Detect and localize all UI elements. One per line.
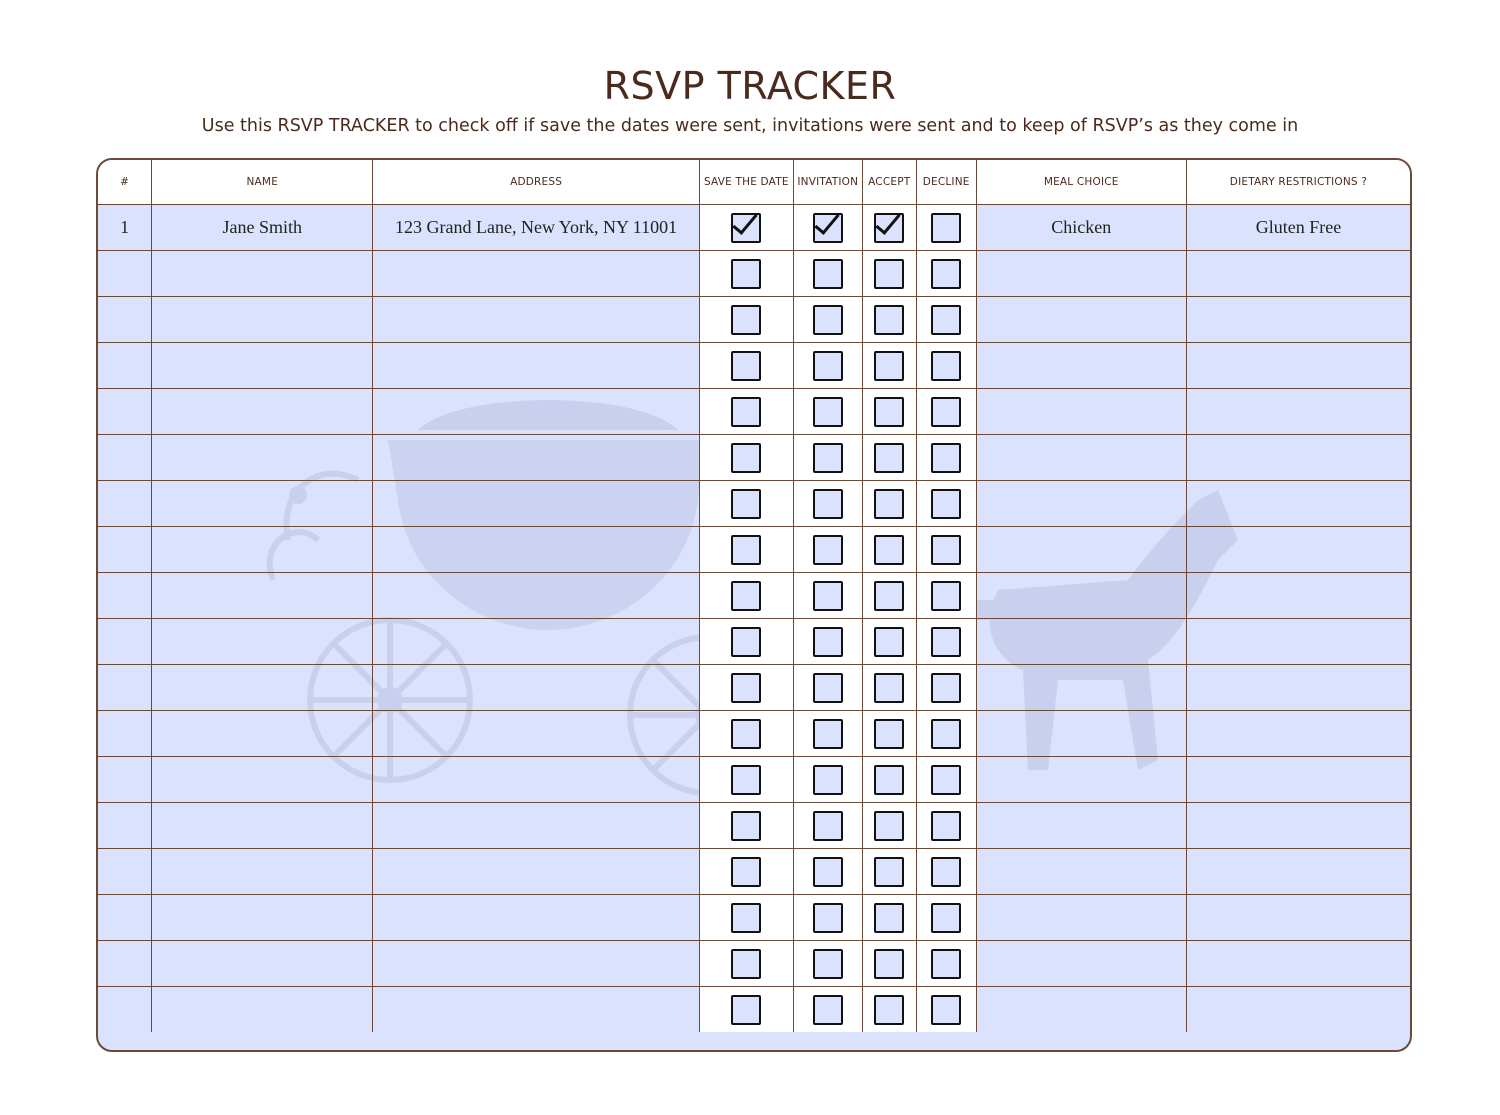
table-row: [98, 251, 1410, 297]
guest-address-cell[interactable]: [373, 573, 700, 619]
accept-cell: [862, 527, 916, 573]
guest-address-cell[interactable]: [373, 297, 700, 343]
guest-address-cell[interactable]: [373, 803, 700, 849]
invitation-checkbox[interactable]: [813, 581, 843, 611]
dietary-restrictions-cell[interactable]: [1186, 481, 1410, 527]
decline-cell: [916, 297, 976, 343]
invitation-cell: [793, 251, 862, 297]
invitation-cell: [793, 803, 862, 849]
meal-choice-cell[interactable]: [976, 297, 1186, 343]
save-the-date-checkbox[interactable]: [731, 995, 761, 1025]
guest-address-cell[interactable]: [373, 849, 700, 895]
save-the-date-cell: [699, 481, 793, 527]
save-the-date-cell: [699, 849, 793, 895]
col-header-accept: ACCEPT: [862, 160, 916, 205]
dietary-restrictions-cell[interactable]: [1186, 251, 1410, 297]
save-the-date-checkbox[interactable]: [731, 259, 761, 289]
invitation-cell: [793, 895, 862, 941]
table-row: [98, 481, 1410, 527]
guest-address-cell[interactable]: [373, 665, 700, 711]
decline-cell: [916, 665, 976, 711]
accept-checkbox[interactable]: [874, 489, 904, 519]
decline-checkbox[interactable]: [931, 351, 961, 381]
invitation-cell: [793, 665, 862, 711]
guest-name-cell[interactable]: [152, 895, 373, 941]
decline-cell: [916, 619, 976, 665]
guest-number-cell[interactable]: [98, 481, 152, 527]
page-subtitle: Use this RSVP TRACKER to check off if save the dates were sent, invitations were sent and to keep of RSVP’s as they come in: [201, 116, 1299, 136]
accept-checkbox[interactable]: [874, 305, 904, 335]
guest-number-cell[interactable]: [98, 711, 152, 757]
invitation-cell: [793, 435, 862, 481]
save-the-date-cell: [699, 389, 793, 435]
save-the-date-checkbox[interactable]: [731, 673, 761, 703]
guest-name-cell[interactable]: [152, 849, 373, 895]
guest-address-cell[interactable]: [373, 619, 700, 665]
meal-choice-cell[interactable]: [976, 527, 1186, 573]
table-row: [98, 205, 1410, 251]
decline-checkbox[interactable]: [931, 397, 961, 427]
decline-cell: [916, 481, 976, 527]
guest-address-cell[interactable]: [373, 481, 700, 527]
decline-checkbox[interactable]: [931, 213, 961, 243]
guest-address-cell[interactable]: [373, 389, 700, 435]
accept-cell: [862, 481, 916, 527]
invitation-cell: [793, 573, 862, 619]
invitation-cell: [793, 711, 862, 757]
guest-number-cell[interactable]: [98, 251, 152, 297]
save-the-date-checkbox[interactable]: [731, 443, 761, 473]
save-the-date-checkbox[interactable]: [731, 903, 761, 933]
accept-cell: [862, 757, 916, 803]
table-row: [98, 573, 1410, 619]
dietary-restrictions-cell[interactable]: Gluten Free: [1186, 205, 1410, 251]
save-the-date-checkbox[interactable]: [731, 811, 761, 841]
invitation-checkbox[interactable]: [813, 995, 843, 1025]
invitation-checkbox[interactable]: [813, 489, 843, 519]
accept-checkbox[interactable]: [874, 259, 904, 289]
invitation-checkbox[interactable]: [813, 443, 843, 473]
table-row: [98, 527, 1410, 573]
decline-checkbox[interactable]: [931, 489, 961, 519]
decline-checkbox[interactable]: [931, 535, 961, 565]
decline-checkbox[interactable]: [931, 995, 961, 1025]
save-the-date-checkbox[interactable]: [731, 213, 761, 243]
invitation-checkbox[interactable]: [813, 719, 843, 749]
save-the-date-checkbox[interactable]: [731, 857, 761, 887]
decline-cell: [916, 527, 976, 573]
accept-cell: [862, 619, 916, 665]
decline-cell: [916, 757, 976, 803]
dietary-restrictions-cell[interactable]: [1186, 757, 1410, 803]
col-header-number: #: [98, 160, 152, 205]
save-the-date-checkbox[interactable]: [731, 581, 761, 611]
save-the-date-cell: [699, 711, 793, 757]
decline-cell: [916, 987, 976, 1033]
dietary-restrictions-cell[interactable]: [1186, 849, 1410, 895]
invitation-checkbox[interactable]: [813, 673, 843, 703]
invitation-checkbox[interactable]: [813, 903, 843, 933]
guest-number-cell[interactable]: [98, 297, 152, 343]
save-the-date-cell: [699, 343, 793, 389]
save-the-date-cell: [699, 757, 793, 803]
decline-cell: [916, 343, 976, 389]
decline-cell: [916, 573, 976, 619]
accept-cell: [862, 987, 916, 1033]
invitation-cell: [793, 389, 862, 435]
decline-cell: [916, 205, 976, 251]
accept-checkbox[interactable]: [874, 581, 904, 611]
guest-name-cell[interactable]: [152, 757, 373, 803]
accept-cell: [862, 665, 916, 711]
dietary-restrictions-cell[interactable]: [1186, 389, 1410, 435]
col-header-meal-choice: MEAL CHOICE: [976, 160, 1186, 205]
table-row: [98, 895, 1410, 941]
dietary-restrictions-cell[interactable]: [1186, 711, 1410, 757]
guest-name-cell[interactable]: [152, 711, 373, 757]
table-row: [98, 619, 1410, 665]
guest-name-cell[interactable]: [152, 251, 373, 297]
table-row: [98, 849, 1410, 895]
decline-cell: [916, 941, 976, 987]
decline-checkbox[interactable]: [931, 259, 961, 289]
guest-number-cell[interactable]: [98, 987, 152, 1033]
save-the-date-cell: [699, 941, 793, 987]
decline-cell: [916, 389, 976, 435]
invitation-checkbox[interactable]: [813, 627, 843, 657]
guest-address-cell[interactable]: [373, 527, 700, 573]
guest-address-cell[interactable]: [373, 343, 700, 389]
dietary-restrictions-cell[interactable]: [1186, 619, 1410, 665]
dietary-restrictions-cell[interactable]: [1186, 573, 1410, 619]
table-row: [98, 297, 1410, 343]
save-the-date-cell: [699, 527, 793, 573]
dietary-restrictions-cell[interactable]: [1186, 987, 1410, 1033]
accept-cell: [862, 573, 916, 619]
col-header-decline: DECLINE: [916, 160, 976, 205]
guest-number-cell[interactable]: [98, 849, 152, 895]
accept-checkbox[interactable]: [874, 949, 904, 979]
meal-choice-cell[interactable]: [976, 987, 1186, 1033]
guest-number-cell[interactable]: [98, 941, 152, 987]
save-the-date-checkbox[interactable]: [731, 351, 761, 381]
invitation-checkbox[interactable]: [813, 949, 843, 979]
invitation-cell: [793, 619, 862, 665]
accept-cell: [862, 389, 916, 435]
guest-number-cell[interactable]: [98, 527, 152, 573]
decline-checkbox[interactable]: [931, 673, 961, 703]
table-row: [98, 389, 1410, 435]
guest-number-cell[interactable]: [98, 619, 152, 665]
decline-cell: [916, 849, 976, 895]
decline-checkbox[interactable]: [931, 811, 961, 841]
invitation-cell: [793, 849, 862, 895]
table-row: [98, 343, 1410, 389]
save-the-date-cell: [699, 987, 793, 1033]
accept-cell: [862, 849, 916, 895]
guest-address-cell[interactable]: [373, 941, 700, 987]
accept-checkbox[interactable]: [874, 627, 904, 657]
col-header-dietary-restrictions: DIETARY RESTRICTIONS ?: [1186, 160, 1410, 205]
save-the-date-checkbox[interactable]: [731, 627, 761, 657]
page-title: RSVP TRACKER: [603, 64, 897, 108]
decline-cell: [916, 803, 976, 849]
meal-choice-cell[interactable]: [976, 665, 1186, 711]
guest-name-cell[interactable]: [152, 803, 373, 849]
invitation-cell: [793, 481, 862, 527]
invitation-cell: [793, 527, 862, 573]
accept-cell: [862, 297, 916, 343]
accept-cell: [862, 941, 916, 987]
save-the-date-cell: [699, 665, 793, 711]
table-row: [98, 665, 1410, 711]
meal-choice-cell[interactable]: [976, 573, 1186, 619]
guest-address-cell[interactable]: [373, 435, 700, 481]
save-the-date-checkbox[interactable]: [731, 535, 761, 565]
col-header-name: NAME: [152, 160, 373, 205]
save-the-date-cell: [699, 205, 793, 251]
invitation-cell: [793, 941, 862, 987]
accept-checkbox[interactable]: [874, 719, 904, 749]
save-the-date-cell: [699, 573, 793, 619]
guest-name-cell[interactable]: [152, 665, 373, 711]
decline-checkbox[interactable]: [931, 719, 961, 749]
table-row: [98, 803, 1410, 849]
accept-cell: [862, 711, 916, 757]
guest-number-cell[interactable]: [98, 343, 152, 389]
accept-checkbox[interactable]: [874, 673, 904, 703]
guest-name-cell[interactable]: [152, 987, 373, 1033]
dietary-restrictions-cell[interactable]: [1186, 803, 1410, 849]
invitation-cell: [793, 757, 862, 803]
meal-choice-cell[interactable]: [976, 803, 1186, 849]
accept-checkbox[interactable]: [874, 443, 904, 473]
guest-name-cell[interactable]: [152, 389, 373, 435]
accept-checkbox[interactable]: [874, 765, 904, 795]
accept-checkbox[interactable]: [874, 535, 904, 565]
invitation-cell: [793, 343, 862, 389]
invitation-checkbox[interactable]: [813, 397, 843, 427]
rsvp-table-sheet: [96, 158, 1412, 1052]
dietary-restrictions-cell[interactable]: [1186, 297, 1410, 343]
guest-number-cell[interactable]: [98, 803, 152, 849]
meal-choice-cell[interactable]: [976, 435, 1186, 481]
save-the-date-cell: [699, 435, 793, 481]
col-header-invitation: INVITATION: [793, 160, 862, 205]
guest-name-cell[interactable]: [152, 435, 373, 481]
guest-name-cell[interactable]: [152, 619, 373, 665]
accept-cell: [862, 205, 916, 251]
invitation-checkbox[interactable]: [813, 535, 843, 565]
invitation-checkbox[interactable]: [813, 213, 843, 243]
dietary-restrictions-cell[interactable]: [1186, 343, 1410, 389]
header-row: [98, 160, 1410, 205]
meal-choice-cell[interactable]: [976, 849, 1186, 895]
accept-cell: [862, 343, 916, 389]
decline-cell: [916, 711, 976, 757]
guest-number-cell[interactable]: [98, 665, 152, 711]
guest-address-cell[interactable]: [373, 987, 700, 1033]
invitation-checkbox[interactable]: [813, 351, 843, 381]
meal-choice-cell[interactable]: Chicken: [976, 205, 1186, 251]
table-row: [98, 435, 1410, 481]
dietary-restrictions-cell[interactable]: [1186, 665, 1410, 711]
guest-name-cell[interactable]: [152, 297, 373, 343]
save-the-date-checkbox[interactable]: [731, 765, 761, 795]
guest-number-cell[interactable]: [98, 757, 152, 803]
guest-address-cell[interactable]: [373, 711, 700, 757]
dietary-restrictions-cell[interactable]: [1186, 527, 1410, 573]
accept-checkbox[interactable]: [874, 811, 904, 841]
rsvp-table: [98, 160, 1410, 1032]
guest-number-cell[interactable]: [98, 573, 152, 619]
guest-address-cell[interactable]: 123 Grand Lane, New York, NY 11001: [373, 205, 700, 251]
table-row: [98, 757, 1410, 803]
guest-name-cell[interactable]: [152, 481, 373, 527]
save-the-date-cell: [699, 895, 793, 941]
decline-cell: [916, 895, 976, 941]
invitation-cell: [793, 205, 862, 251]
accept-checkbox[interactable]: [874, 995, 904, 1025]
decline-checkbox[interactable]: [931, 949, 961, 979]
save-the-date-cell: [699, 251, 793, 297]
col-header-save-the-date: SAVE THE DATE: [699, 160, 793, 205]
decline-checkbox[interactable]: [931, 627, 961, 657]
guest-address-cell[interactable]: [373, 251, 700, 297]
guest-number-cell[interactable]: [98, 389, 152, 435]
dietary-restrictions-cell[interactable]: [1186, 895, 1410, 941]
guest-address-cell[interactable]: [373, 895, 700, 941]
accept-checkbox[interactable]: [874, 351, 904, 381]
decline-checkbox[interactable]: [931, 443, 961, 473]
invitation-checkbox[interactable]: [813, 259, 843, 289]
decline-checkbox[interactable]: [931, 305, 961, 335]
decline-cell: [916, 435, 976, 481]
table-row: [98, 711, 1410, 757]
save-the-date-checkbox[interactable]: [731, 719, 761, 749]
meal-choice-cell[interactable]: [976, 619, 1186, 665]
meal-choice-cell[interactable]: [976, 941, 1186, 987]
meal-choice-cell[interactable]: [976, 481, 1186, 527]
accept-cell: [862, 251, 916, 297]
guest-number-cell[interactable]: 1: [98, 205, 152, 251]
save-the-date-cell: [699, 803, 793, 849]
save-the-date-checkbox[interactable]: [731, 397, 761, 427]
save-the-date-cell: [699, 297, 793, 343]
guest-address-cell[interactable]: [373, 757, 700, 803]
invitation-checkbox[interactable]: [813, 765, 843, 795]
meal-choice-cell[interactable]: [976, 251, 1186, 297]
meal-choice-cell[interactable]: [976, 343, 1186, 389]
dietary-restrictions-cell[interactable]: [1186, 941, 1410, 987]
meal-choice-cell[interactable]: [976, 389, 1186, 435]
dietary-restrictions-cell[interactable]: [1186, 435, 1410, 481]
col-header-address: ADDRESS: [373, 160, 700, 205]
guest-number-cell[interactable]: [98, 435, 152, 481]
guest-number-cell[interactable]: [98, 895, 152, 941]
guest-name-cell[interactable]: [152, 941, 373, 987]
guest-name-cell[interactable]: Jane Smith: [152, 205, 373, 251]
save-the-date-checkbox[interactable]: [731, 489, 761, 519]
save-the-date-checkbox[interactable]: [731, 305, 761, 335]
accept-checkbox[interactable]: [874, 213, 904, 243]
save-the-date-checkbox[interactable]: [731, 949, 761, 979]
invitation-checkbox[interactable]: [813, 305, 843, 335]
accept-checkbox[interactable]: [874, 397, 904, 427]
decline-checkbox[interactable]: [931, 903, 961, 933]
save-the-date-cell: [699, 619, 793, 665]
accept-checkbox[interactable]: [874, 857, 904, 887]
guest-name-cell[interactable]: [152, 573, 373, 619]
decline-checkbox[interactable]: [931, 765, 961, 795]
invitation-cell: [793, 987, 862, 1033]
table-row: [98, 941, 1410, 987]
decline-cell: [916, 251, 976, 297]
invitation-checkbox[interactable]: [813, 811, 843, 841]
decline-checkbox[interactable]: [931, 857, 961, 887]
invitation-cell: [793, 297, 862, 343]
accept-cell: [862, 895, 916, 941]
invitation-checkbox[interactable]: [813, 857, 843, 887]
guest-name-cell[interactable]: [152, 527, 373, 573]
decline-checkbox[interactable]: [931, 581, 961, 611]
accept-cell: [862, 803, 916, 849]
accept-cell: [862, 435, 916, 481]
guest-name-cell[interactable]: [152, 343, 373, 389]
meal-choice-cell[interactable]: [976, 711, 1186, 757]
accept-checkbox[interactable]: [874, 903, 904, 933]
meal-choice-cell[interactable]: [976, 895, 1186, 941]
table-row: [98, 987, 1410, 1033]
meal-choice-cell[interactable]: [976, 757, 1186, 803]
